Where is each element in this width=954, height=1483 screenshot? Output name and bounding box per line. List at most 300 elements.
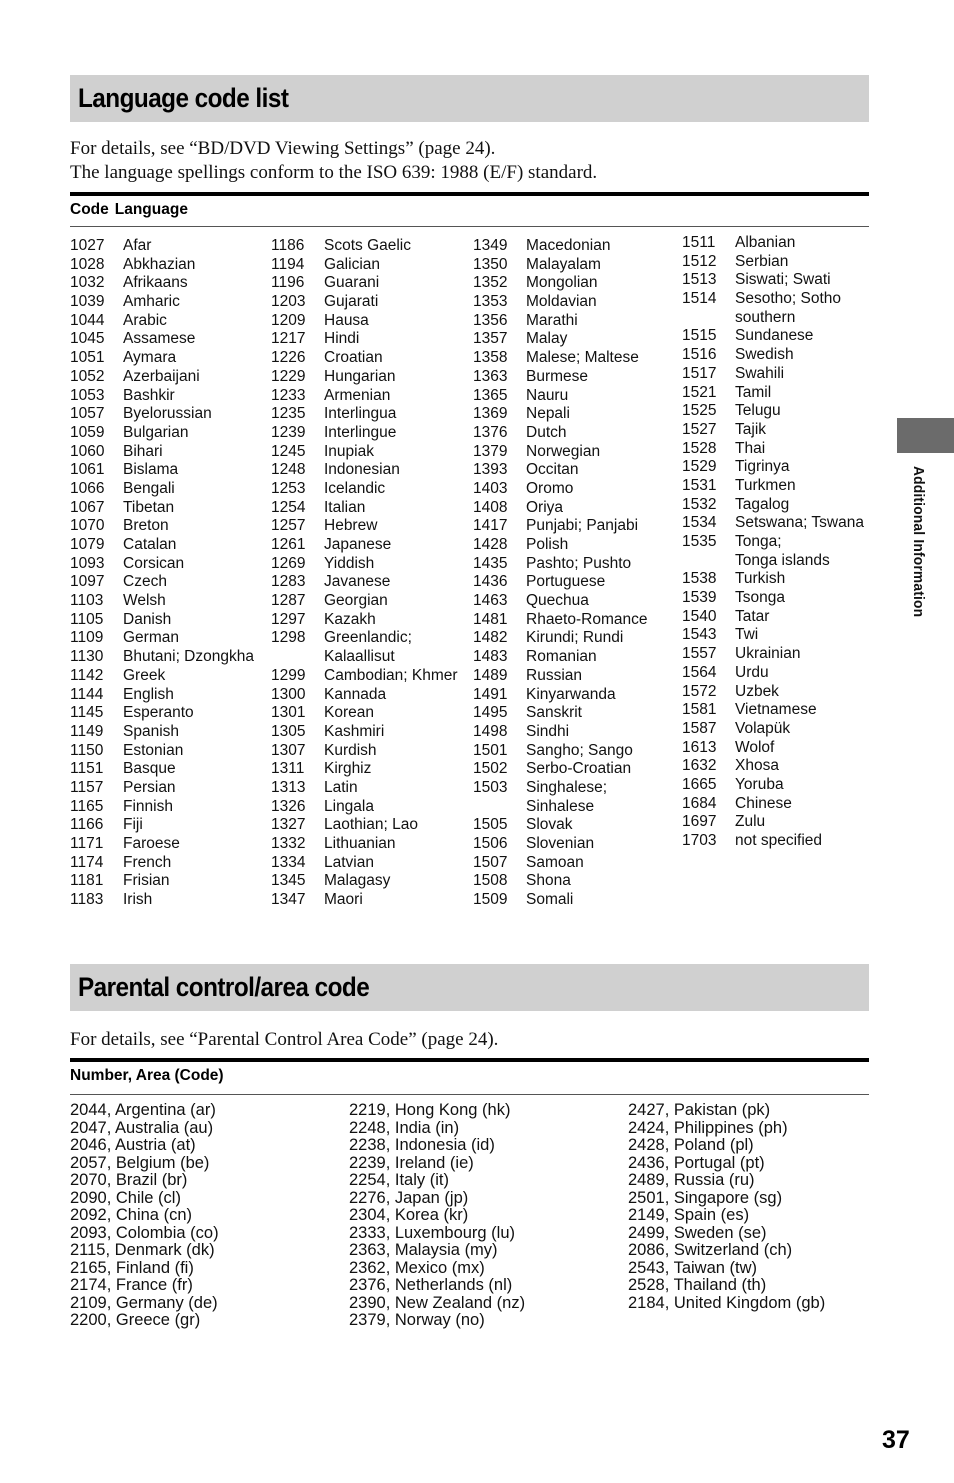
language-row bbox=[682, 327, 830, 346]
language-code: 1403 bbox=[473, 479, 508, 497]
language-code: 1093 bbox=[70, 554, 105, 572]
language-name: Danish bbox=[123, 610, 172, 628]
language-code: 1045 bbox=[70, 330, 105, 348]
language-code: 1165 bbox=[70, 797, 104, 815]
language-code: 1283 bbox=[271, 573, 306, 591]
language-code: 1356 bbox=[473, 311, 508, 329]
language-row bbox=[271, 760, 395, 779]
language-name: Lingala bbox=[324, 797, 374, 815]
language-row bbox=[271, 330, 395, 349]
language-row bbox=[271, 461, 400, 480]
language-row bbox=[682, 739, 830, 758]
language-name: German bbox=[123, 629, 179, 647]
language-name: Latin bbox=[324, 778, 358, 796]
language-name: Tajik bbox=[735, 420, 767, 438]
area-table-header-rule bbox=[70, 1094, 869, 1095]
language-code: 1287 bbox=[271, 592, 306, 610]
language-name: Latvian bbox=[324, 853, 374, 871]
language-code: 1239 bbox=[271, 423, 306, 441]
language-code: 1070 bbox=[70, 517, 105, 535]
language-name: Faroese bbox=[123, 835, 180, 852]
language-row bbox=[473, 274, 598, 293]
language-row bbox=[473, 349, 639, 368]
language-row bbox=[473, 387, 594, 406]
language-name: Swedish bbox=[735, 346, 794, 364]
language-code: 1060 bbox=[70, 442, 105, 460]
language-row bbox=[271, 872, 395, 891]
language-code: 1269 bbox=[271, 554, 306, 572]
language-row bbox=[473, 592, 594, 611]
language-name: Interlingua bbox=[324, 405, 397, 423]
language-name: Siswati; Swati bbox=[735, 271, 831, 289]
language-name: Arabic bbox=[123, 311, 167, 329]
language-code: 1393 bbox=[473, 461, 508, 479]
language-name: Malese; Maltese bbox=[526, 349, 639, 367]
language-row bbox=[473, 405, 594, 424]
language-name: Rhaeto-Romance bbox=[526, 610, 648, 628]
language-name: Shona bbox=[526, 872, 571, 890]
language-code: 1379 bbox=[473, 442, 508, 460]
language-row bbox=[271, 891, 395, 910]
language-name: Galician bbox=[324, 255, 380, 273]
language-name: Oromo bbox=[526, 479, 574, 497]
language-name: Punjabi; Panjabi bbox=[526, 517, 639, 535]
language-name: Mongolian bbox=[526, 274, 598, 292]
section-tab-marker bbox=[897, 418, 954, 453]
language-code: 1376 bbox=[473, 423, 508, 441]
language-code: 1516 bbox=[682, 346, 717, 364]
language-code: 1481 bbox=[473, 610, 508, 628]
language-name: Breton bbox=[123, 517, 169, 535]
language-code: 1529 bbox=[682, 458, 717, 476]
language-name-continuation: southern bbox=[735, 308, 796, 326]
language-code: 1435 bbox=[473, 554, 508, 572]
language-name: Chinese bbox=[735, 794, 792, 812]
language-row bbox=[682, 701, 830, 720]
language-code: 1226 bbox=[271, 349, 306, 367]
area-code-row: 2276, Japan (jp) bbox=[349, 1188, 469, 1207]
language-code: 1417 bbox=[473, 517, 508, 535]
parental-intro bbox=[70, 1028, 498, 1052]
side-section-label-text: Additional Information bbox=[910, 466, 927, 618]
area-code-row: 2057, Belgium (be) bbox=[70, 1153, 210, 1172]
language-name: Slovenian bbox=[526, 835, 595, 852]
language-row bbox=[473, 237, 611, 256]
language-name: Greenlandic; bbox=[324, 629, 412, 647]
language-row bbox=[271, 573, 395, 592]
language-name: Yiddish bbox=[324, 554, 375, 572]
language-name: Wolof bbox=[735, 738, 775, 756]
language-name: Scots Gaelic bbox=[324, 237, 412, 254]
area-column-3 bbox=[628, 1102, 825, 1312]
language-row bbox=[682, 570, 830, 589]
language-code: 1532 bbox=[682, 495, 717, 513]
language-row bbox=[271, 499, 395, 518]
language-name: Slovak bbox=[526, 816, 573, 834]
language-code: 1517 bbox=[682, 364, 717, 382]
language-row bbox=[271, 779, 395, 798]
language-table-top-rule bbox=[70, 192, 869, 196]
language-code: 1557 bbox=[682, 645, 717, 663]
language-code: 1059 bbox=[70, 423, 105, 441]
language-name: Azerbaijani bbox=[123, 367, 200, 385]
language-name: Hindi bbox=[324, 330, 360, 348]
language-code: 1539 bbox=[682, 589, 717, 607]
language-row bbox=[271, 405, 395, 424]
language-name: Somali bbox=[526, 891, 574, 909]
column-header-language: Language bbox=[114, 201, 188, 218]
language-code: 1365 bbox=[473, 386, 508, 404]
area-code-row: 2219, Hong Kong (hk) bbox=[349, 1101, 511, 1119]
language-code: 1307 bbox=[271, 741, 306, 759]
language-row bbox=[682, 813, 830, 832]
language-code: 1483 bbox=[473, 648, 508, 666]
language-row bbox=[473, 368, 594, 387]
language-row bbox=[473, 704, 594, 723]
language-code: 1032 bbox=[70, 274, 105, 292]
language-name: Croatian bbox=[324, 349, 383, 367]
language-name: Thai bbox=[735, 439, 766, 457]
language-code: 1171 bbox=[70, 835, 104, 852]
language-row bbox=[682, 253, 830, 272]
language-intro-line-2: The language spellings conform to the ISO 639: 1988 (E/F) standard. bbox=[70, 162, 598, 183]
language-code: 1489 bbox=[473, 666, 508, 684]
language-name: Sangho; Sango bbox=[526, 741, 633, 759]
language-code: 1253 bbox=[271, 479, 306, 497]
language-code: 1097 bbox=[70, 573, 105, 591]
language-row bbox=[473, 667, 594, 686]
language-row bbox=[682, 645, 830, 664]
language-row bbox=[682, 533, 830, 552]
language-name: Singhalese; bbox=[526, 778, 608, 796]
language-code: 1506 bbox=[473, 835, 508, 852]
language-code: 1503 bbox=[473, 778, 508, 796]
language-name: Malay bbox=[526, 330, 568, 348]
language-row bbox=[271, 704, 395, 723]
language-row bbox=[473, 536, 594, 555]
language-name: Welsh bbox=[123, 592, 166, 610]
language-row bbox=[271, 237, 412, 256]
language-name: Sundanese bbox=[735, 327, 814, 345]
language-name: Tagalog bbox=[735, 495, 790, 513]
language-code: 1194 bbox=[271, 255, 305, 273]
language-code: 1509 bbox=[473, 891, 508, 909]
language-name-continuation: Kalaallisut bbox=[324, 648, 395, 666]
language-name: Inupiak bbox=[324, 442, 374, 460]
language-row bbox=[473, 778, 608, 798]
language-row bbox=[271, 480, 395, 499]
area-code-row: 2200, Greece (gr) bbox=[70, 1311, 201, 1329]
language-code: 1044 bbox=[70, 311, 105, 329]
language-name: Irish bbox=[123, 891, 153, 909]
language-row bbox=[271, 387, 395, 406]
language-row bbox=[271, 816, 418, 835]
language-code: 1298 bbox=[271, 629, 306, 647]
language-name: Frisian bbox=[123, 872, 170, 890]
language-code: 1261 bbox=[271, 536, 306, 553]
area-code-row: 2238, Indonesia (id) bbox=[349, 1136, 495, 1154]
language-name: Esperanto bbox=[123, 704, 194, 722]
area-code-row: 2044, Argentina (ar) bbox=[70, 1101, 216, 1119]
area-code-row: 2070, Brazil (br) bbox=[70, 1171, 188, 1189]
language-row bbox=[473, 442, 601, 462]
language-row bbox=[473, 480, 594, 499]
language-name: Japanese bbox=[324, 536, 392, 553]
language-row bbox=[271, 424, 395, 443]
language-code: 1527 bbox=[682, 420, 717, 438]
language-code: 1436 bbox=[473, 573, 508, 591]
language-name: Swahili bbox=[735, 364, 785, 382]
language-row bbox=[682, 365, 830, 384]
language-code: 1196 bbox=[271, 274, 305, 292]
language-code: 1514 bbox=[682, 290, 717, 308]
language-name: Yoruba bbox=[735, 775, 784, 793]
language-row bbox=[473, 648, 597, 667]
language-code: 1233 bbox=[271, 386, 306, 404]
language-code: 1495 bbox=[473, 704, 508, 722]
language-name: Malagasy bbox=[324, 872, 391, 890]
language-code: 1703 bbox=[682, 832, 717, 849]
language-name: Czech bbox=[123, 573, 167, 591]
language-name: Serbian bbox=[735, 252, 789, 270]
language-code: 1543 bbox=[682, 626, 717, 644]
language-name: Greek bbox=[123, 666, 166, 684]
language-name: Bislama bbox=[123, 461, 179, 479]
language-code: 1174 bbox=[70, 853, 104, 871]
language-row bbox=[473, 461, 594, 480]
language-name: Icelandic bbox=[324, 479, 386, 497]
language-code: 1511 bbox=[682, 234, 716, 251]
column-header-code: Code bbox=[70, 201, 109, 218]
language-code: 1564 bbox=[682, 663, 717, 681]
language-code: 1142 bbox=[70, 666, 104, 684]
language-name: English bbox=[123, 685, 174, 703]
language-row bbox=[271, 293, 395, 312]
language-name: Cambodian; Khmer bbox=[324, 666, 458, 684]
language-name: Tamil bbox=[735, 383, 772, 401]
language-name: Zulu bbox=[735, 813, 766, 831]
language-name: Guarani bbox=[324, 274, 380, 292]
language-code: 1109 bbox=[70, 629, 104, 647]
language-row bbox=[271, 368, 395, 387]
language-name: Gujarati bbox=[324, 293, 379, 311]
language-code: 1684 bbox=[682, 794, 717, 812]
parental-intro-line: For details, see “Parental Control Area Code” (page 24). bbox=[70, 1029, 499, 1050]
area-code-row: 2092, China (cn) bbox=[70, 1206, 192, 1224]
area-column-2 bbox=[349, 1102, 525, 1330]
language-row bbox=[682, 290, 841, 309]
language-row bbox=[271, 835, 395, 854]
language-name: Kirghiz bbox=[324, 760, 372, 778]
language-name: Turkmen bbox=[735, 476, 796, 494]
area-code-row: 2390, New Zealand (nz) bbox=[349, 1293, 526, 1312]
language-code: 1345 bbox=[271, 872, 306, 890]
language-row bbox=[473, 760, 632, 779]
language-name: Estonian bbox=[123, 741, 184, 759]
language-row bbox=[682, 271, 830, 290]
language-code: 1057 bbox=[70, 405, 105, 423]
language-name: Xhosa bbox=[735, 757, 779, 775]
language-code: 1130 bbox=[70, 648, 104, 666]
language-row bbox=[682, 720, 830, 739]
language-name: Macedonian bbox=[526, 237, 611, 254]
language-name: Assamese bbox=[123, 330, 196, 348]
language-name: Oriya bbox=[526, 498, 564, 516]
language-code: 1358 bbox=[473, 349, 508, 367]
language-name: Hausa bbox=[324, 311, 369, 329]
language-name: Kurdish bbox=[324, 741, 377, 759]
language-code: 1145 bbox=[70, 704, 104, 722]
language-code: 1144 bbox=[70, 685, 104, 703]
language-name: Finnish bbox=[123, 797, 173, 815]
language-row bbox=[271, 666, 458, 686]
language-code: 1103 bbox=[70, 592, 104, 610]
language-code: 1300 bbox=[271, 685, 306, 703]
language-name: Kinyarwanda bbox=[526, 685, 616, 703]
language-name: Kirundi; Rundi bbox=[526, 629, 624, 647]
language-code: 1347 bbox=[271, 891, 306, 909]
area-code-row: 2174, France (fr) bbox=[70, 1276, 193, 1294]
language-row bbox=[682, 346, 830, 365]
language-code: 1515 bbox=[682, 327, 717, 345]
area-code-row: 2149, Spain (es) bbox=[628, 1206, 750, 1224]
language-code: 1150 bbox=[70, 741, 104, 759]
language-code: 1166 bbox=[70, 816, 104, 834]
language-code: 1028 bbox=[70, 255, 105, 273]
language-name: Tibetan bbox=[123, 498, 175, 516]
language-code: 1051 bbox=[70, 349, 105, 367]
language-code: 1313 bbox=[271, 778, 306, 796]
language-name: Volapük bbox=[735, 719, 791, 737]
language-name: Russian bbox=[526, 666, 582, 684]
side-section-label bbox=[910, 466, 934, 648]
area-column-1 bbox=[70, 1102, 219, 1330]
language-row bbox=[682, 440, 830, 459]
language-code: 1039 bbox=[70, 293, 105, 311]
language-column-2 bbox=[271, 237, 458, 910]
language-name: Indonesian bbox=[324, 461, 400, 479]
area-table-header: Number, Area (Code) bbox=[70, 1067, 224, 1084]
language-row bbox=[473, 741, 633, 761]
language-name: Moldavian bbox=[526, 293, 597, 311]
language-code: 1181 bbox=[70, 872, 104, 890]
language-code: 1149 bbox=[70, 722, 104, 740]
language-row bbox=[473, 629, 624, 648]
language-name: Kashmiri bbox=[324, 722, 385, 740]
language-column-4 bbox=[682, 234, 864, 851]
language-row bbox=[473, 685, 616, 705]
language-code: 1327 bbox=[271, 816, 306, 834]
language-intro-line-1: For details, see “BD/DVD Viewing Settings” (page 24). bbox=[70, 138, 496, 159]
language-code: 1326 bbox=[271, 797, 306, 815]
language-code: 1463 bbox=[473, 592, 508, 610]
language-name: Twi bbox=[735, 626, 759, 644]
language-name: Nepali bbox=[526, 405, 570, 423]
language-row bbox=[271, 592, 395, 611]
language-code: 1587 bbox=[682, 719, 717, 737]
language-table-header-rule bbox=[70, 226, 869, 227]
language-name: Sesotho; Sotho bbox=[735, 290, 841, 308]
language-code: 1349 bbox=[473, 237, 508, 254]
language-code: 1507 bbox=[473, 853, 508, 871]
language-row bbox=[271, 256, 395, 275]
language-row bbox=[473, 610, 648, 630]
language-name-continuation: Tonga islands bbox=[735, 551, 830, 569]
language-row bbox=[682, 608, 830, 627]
language-code: 1613 bbox=[682, 738, 717, 756]
language-code: 1245 bbox=[271, 442, 306, 460]
language-name: Quechua bbox=[526, 592, 589, 610]
language-code: 1528 bbox=[682, 439, 717, 457]
language-code: 1534 bbox=[682, 514, 717, 532]
language-code: 1066 bbox=[70, 479, 105, 497]
language-name: Amharic bbox=[123, 293, 180, 311]
language-code: 1311 bbox=[271, 760, 305, 778]
language-row bbox=[473, 573, 606, 592]
language-name: Fiji bbox=[123, 816, 143, 834]
language-code: 1053 bbox=[70, 386, 105, 404]
language-row bbox=[682, 664, 830, 683]
language-code: 1697 bbox=[682, 813, 717, 831]
language-name: Bengali bbox=[123, 479, 175, 497]
language-code: 1027 bbox=[70, 237, 105, 254]
language-row bbox=[271, 798, 395, 817]
area-code-row: 2499, Sweden (se) bbox=[628, 1223, 767, 1242]
area-code-row: 2543, Taiwan (tw) bbox=[628, 1258, 758, 1277]
language-name: Tonga; bbox=[735, 533, 782, 550]
language-row bbox=[271, 854, 395, 873]
language-name: Persian bbox=[123, 778, 176, 796]
language-code: 1501 bbox=[473, 741, 508, 759]
language-row bbox=[271, 723, 395, 742]
language-code: 1632 bbox=[682, 757, 717, 775]
language-row bbox=[682, 234, 830, 253]
area-code-row: 2427, Pakistan (pk) bbox=[628, 1101, 771, 1119]
language-code: 1297 bbox=[271, 610, 306, 628]
language-name: Corsican bbox=[123, 554, 185, 572]
language-code: 1535 bbox=[682, 533, 717, 550]
language-row bbox=[682, 832, 830, 851]
language-code: 1334 bbox=[271, 853, 306, 871]
language-name: Burmese bbox=[526, 367, 589, 385]
area-code-row: 2376, Netherlands (nl) bbox=[349, 1276, 513, 1294]
language-row bbox=[682, 402, 830, 421]
area-code-row: 2428, Poland (pl) bbox=[628, 1136, 754, 1154]
language-row bbox=[473, 854, 594, 873]
language-name: Kazakh bbox=[324, 610, 376, 628]
language-name: Armenian bbox=[324, 386, 391, 404]
area-code-row: 2086, Switzerland (ch) bbox=[628, 1241, 793, 1259]
language-code: 1428 bbox=[473, 536, 508, 553]
parental-section-header bbox=[70, 964, 869, 1011]
language-row bbox=[682, 795, 830, 814]
language-name: Romanian bbox=[526, 648, 597, 666]
language-table-header bbox=[70, 201, 194, 219]
language-name: Bulgarian bbox=[123, 423, 189, 441]
area-code-row: 2165, Finland (fi) bbox=[70, 1258, 194, 1277]
language-name: Afrikaans bbox=[123, 274, 188, 292]
language-name: Basque bbox=[123, 760, 176, 778]
language-code: 1254 bbox=[271, 498, 306, 516]
language-row bbox=[682, 496, 830, 515]
language-name: Javanese bbox=[324, 573, 391, 591]
area-code-row: 2047, Australia (au) bbox=[70, 1118, 214, 1137]
language-name: Bhutani; Dzongkha bbox=[123, 648, 254, 666]
language-code: 1235 bbox=[271, 405, 306, 423]
language-code: 1052 bbox=[70, 367, 105, 385]
language-name: Interlingue bbox=[324, 423, 397, 441]
language-code: 1525 bbox=[682, 402, 717, 420]
